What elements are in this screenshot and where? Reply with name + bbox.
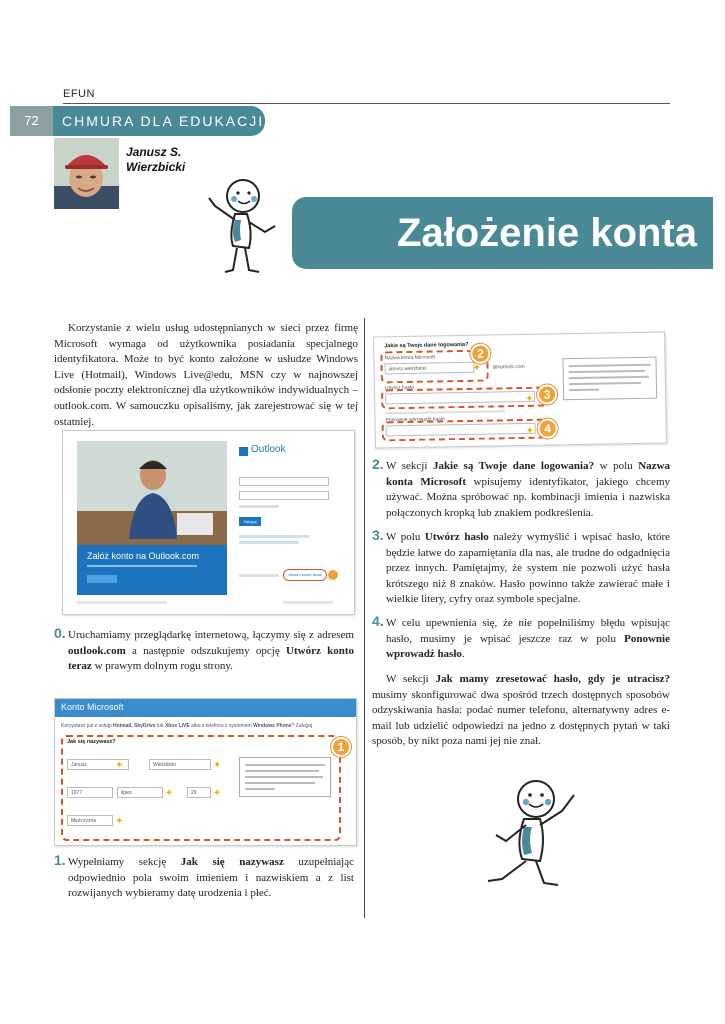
step-text: W sekcji [386,460,433,472]
step-text: wpisujemy identyfikator, jakiego chcemy używać. Można spróbować np. kombinacji imienia i nazwiska połączonych kropką lub znakiem podkreślenia. [386,475,670,519]
highlight-star-icon: ✦ [213,760,222,771]
screenshot-konto-microsoft [54,698,357,846]
step-text: uzupełniając odpowiednio pola swoim imieniem i nazwiskiem a z list rozwijanych wybieramy datę urodzenia i płeć. [68,856,354,900]
screenshot-login-data [373,331,667,448]
step-bold: Jak się nazywasz [180,856,284,868]
step-bold: Utwórz hasło [424,531,489,543]
promo-panel [77,441,227,595]
step-badge-icon [327,569,339,581]
help-tooltip [239,757,331,797]
step-badge: 3 [537,384,557,404]
konto-intro: Korzystasz już z usługi Hotmail, SkyDrive lub Xbox LIVE albo z telefonu z systemem Windows Phone? Zaloguj [61,723,313,729]
signin-button[interactable]: Zaloguj [239,517,261,526]
column-divider [364,318,365,918]
closing-bold: Jak mamy zresetować hasło, gdy je utracisz? [435,673,670,685]
no-account-line [239,574,279,577]
link-line [239,535,309,538]
highlight-star-icon: ✦ [472,362,482,374]
birth-year-select[interactable]: 1977 [67,787,113,798]
closing-text: musimy skonfigurować dwa spośród trzech dostępnych sposobów odzyskiwania hasła: podać numer telefonu, alternatywny adres e-mail lub udzielić odpowiedzi na jedno z dostępnych pytań w taki sposób, by nikt poza nami jej nie znał. [372,688,670,748]
author-first: Janusz S. [126,145,182,159]
first-name-field[interactable]: Janusz [67,759,129,770]
password-hint-line [385,410,505,414]
mascot-illustration [205,176,285,276]
step-bold: outlook.com [68,644,126,657]
footer-line [77,601,167,604]
step-number: 1. [54,852,66,868]
step-bold: Ponownie wprowadź hasło [386,632,670,661]
section-title: CHMURA DLA EDUKACJI [62,113,265,129]
password-label: Utwórz hasło [384,384,414,392]
step-text: należy wymyślić i wpisać hasło, które będzie łatwe do zapamiętania dla nas, ale trudne do odgadnięcia przez innych. Pamiętajmy, że system nie pozwoli użyć hasła krótszego niż 8 znaków. Hasło powinno także zawierać małe i wielkie litery, cyfry oraz symbole specjalne. [386,531,670,606]
step-badge: 2 [470,344,490,364]
birth-month-select[interactable]: lipiec [117,787,163,798]
intro-paragraph: Korzystanie z wielu usług udostępnianych w sieci przez firmę Microsoft wymaga od użytkownika posiadania specjalnego identyfikatora. Może to być konto założone w usłudze Windows Live (Hotmail), Windows Live@edu, MSN czy w najnowszej odsłonie poczty elektronicznej dla użytkowników indywidualnych – outlook.com. W samouczku opisaliśmy, jak zarejestrować się w tej ostatniej. [54,322,358,428]
mascot-illustration [478,775,588,895]
step-2 [372,456,670,521]
email-field[interactable] [239,477,329,486]
step-number: 3. [372,527,384,543]
highlight-star-icon: ✦ [165,788,174,799]
author-photo [54,138,119,209]
author-last: Wierzbicki [126,160,186,174]
step-number: 2. [372,456,384,472]
link-line [239,541,299,544]
account-label: Nazwa konta Microsoft [384,354,436,362]
step-text: Wypełniamy sekcję [68,856,181,868]
create-account-link[interactable]: Utwórz konto teraz [283,569,327,581]
promo-text: Załóż konto na Outlook.com [87,551,200,561]
step-3 [372,527,670,608]
step-text: . [461,648,465,661]
keep-signed-line [239,505,279,508]
step-number: 0. [54,625,66,641]
konto-header: Konto Microsoft [61,702,124,712]
step-text: W celu upewnienia się, że nie popełniliśmy błędu wpisując hasło, musimy je wpisać jeszcze raz w polu [386,617,670,645]
login-section-heading: Jakie są Twoje dane logowania? [384,341,469,350]
magazine-name: EFUN [63,88,95,100]
step-text: W polu [386,531,425,543]
screenshot-outlook-home [62,430,355,615]
step-1 [54,852,354,902]
step-4 [372,613,670,663]
header-rule [63,103,670,104]
highlight-star-icon: ✦ [115,816,124,827]
article-title: Założenie konta [396,211,697,255]
closing-text: W sekcji [386,673,436,685]
step-text: Uruchamiamy przeglądarkę internetową, łączymy się z adresem [68,629,354,641]
account-field[interactable]: janusz.wierzbicki [385,362,475,375]
promo-button[interactable] [87,575,117,583]
step-badge: 1 [331,737,351,757]
step-badge: 4 [538,418,558,438]
author-name [126,145,216,175]
highlight-star-icon: ✦ [525,425,535,437]
step-0 [54,625,355,675]
step-bold: Utwórz konto teraz [68,644,355,673]
last-name-field[interactable]: Wierzbicki [149,759,211,770]
step-text: w polu [594,460,639,472]
gender-select[interactable]: Mężczyzna [67,815,113,826]
highlight-star-icon: ✦ [115,760,124,771]
section-name-heading: Jak się nazywasz? [67,739,116,745]
domain-select[interactable]: @outlook.com [492,363,525,371]
step-number: 4. [372,613,384,629]
help-tooltip [562,357,657,401]
page-number: 72 [10,106,53,136]
step-text: a następnie odszukujemy opcję [125,644,287,657]
step-text: w prawym dolnym rogu strony. [91,660,233,673]
closing-paragraph [372,672,670,750]
step-bold: Nazwa konta Microsoft [386,460,670,488]
password-field[interactable] [239,491,329,500]
step-bold: Jakie są Twoje dane logowania? [432,460,595,472]
outlook-logo-icon [239,447,248,456]
outlook-logo: Outlook [251,444,286,455]
promo-subline [87,565,197,567]
birth-day-select[interactable]: 29 [187,787,211,798]
highlight-star-icon: ✦ [525,393,534,405]
highlight-star-icon: ✦ [213,788,222,799]
repeat-label: Ponownie wprowadź hasło [385,416,445,424]
footer-line [283,601,333,604]
